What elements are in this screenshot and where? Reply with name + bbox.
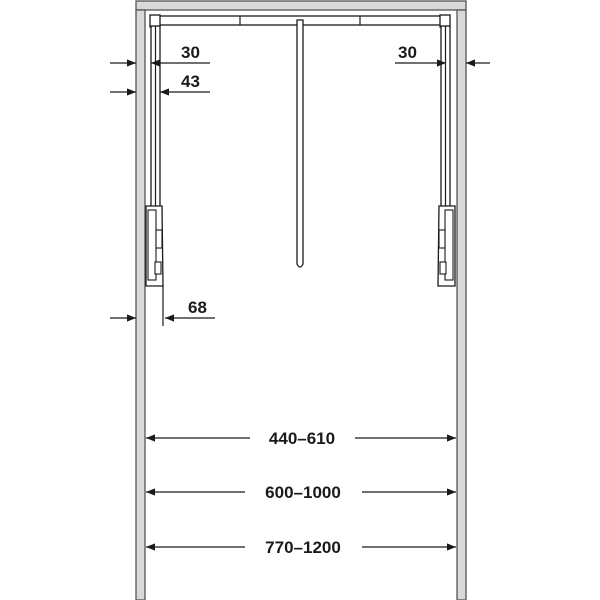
dim-label-right-offset-top: 30	[398, 43, 417, 62]
dim-label-width-a: 440–610	[268, 429, 336, 448]
dimension-width-b	[146, 483, 456, 502]
dimension-left-offset-lower	[110, 286, 215, 326]
dim-label-width-c: 770–1200	[265, 538, 341, 557]
pull-rod	[297, 20, 303, 267]
dimension-width-c	[146, 538, 456, 557]
dim-label-left-offset-lower: 68	[188, 298, 207, 317]
dim-label-left-offset-second: 43	[181, 72, 200, 91]
dimension-width-a	[146, 429, 456, 448]
dim-label-width-b: 600–1000	[265, 483, 341, 502]
left-arm	[146, 26, 163, 286]
cabinet-top-panel	[136, 1, 466, 10]
right-arm	[438, 26, 455, 286]
cabinet-right-wall	[457, 10, 466, 600]
cabinet-left-wall	[136, 10, 145, 600]
dim-label-left-offset-top: 30	[181, 43, 200, 62]
